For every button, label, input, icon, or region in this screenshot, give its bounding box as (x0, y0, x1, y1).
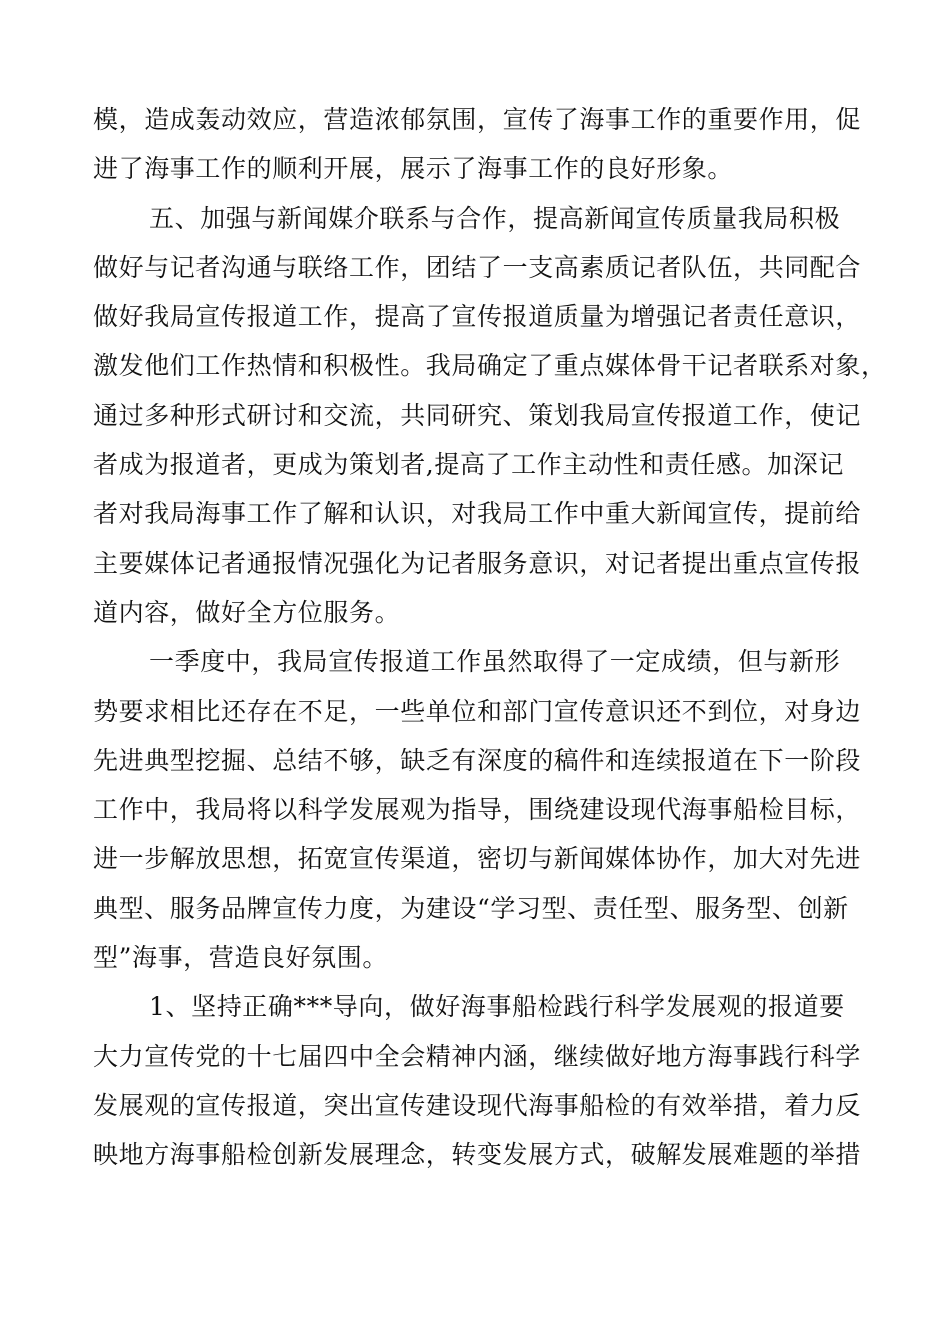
section-five-heading-line: 五、加强与新闻媒介联系与合作，提高新闻宣传质量我局积极 (149, 203, 841, 233)
text-line: 做好与记者沟通与联络工作，团结了一支高素质记者队伍，共同配合 (93, 252, 862, 282)
text-line: 进一步解放思想，拓宽宣传渠道，密切与新闻媒体协作，加大对先进 (93, 844, 862, 874)
text-line: 激发他们工作热情和积极性。我局确定了重点媒体骨干记者联系对象， (93, 351, 887, 381)
body-text (93, 95, 887, 1180)
text-line: 映地方海事船检创新发展理念，转变发展方式，破解发展难题的举措 (93, 1140, 862, 1170)
text-line: 者成为报道者，更成为策划者,提高了工作主动性和责任感。加深记 (93, 450, 844, 480)
text-line: 做好我局宣传报道工作，提高了宣传报道质量为增强记者责任意识， (93, 302, 862, 332)
text-line: 模，造成轰动效应，营造浓郁氛围，宣传了海事工作的重要作用，促 (93, 105, 862, 134)
item-one-heading-line: 1、坚持正确***导向，做好海事船检践行科学发展观的报道要 (149, 992, 845, 1022)
text-line: 型”海事，营造良好氛围。 (93, 943, 388, 973)
text-line: 工作中，我局将以科学发展观为指导，围绕建设现代海事船检目标， (93, 795, 862, 825)
text-line: 先进典型挖掘、总结不够，缺乏有深度的稿件和连续报道在下一阶段 (93, 745, 862, 775)
text-line: 进了海事工作的顺利开展，展示了海事工作的良好形象。 (93, 154, 734, 184)
text-line: 典型、服务品牌宣传力度，为建设“学习型、责任型、服务型、创新 (93, 893, 849, 923)
text-line: 通过多种形式研讨和交流，共同研究、策划我局宣传报道工作，使记 (93, 400, 862, 430)
text-line: 主要媒体记者通报情况强化为记者服务意识，对记者提出重点宣传报 (93, 548, 862, 578)
paragraph-first-line: 一季度中，我局宣传报道工作虽然取得了一定成绩，但与新形 (149, 647, 841, 677)
text-line: 发展观的宣传报道，突出宣传建设现代海事船检的有效举措，着力反 (93, 1090, 862, 1120)
text-line: 势要求相比还存在不足，一些单位和部门宣传意识还不到位，对身边 (93, 696, 862, 726)
text-line: 道内容，做好全方位服务。 (93, 597, 401, 627)
text-line: 大力宣传党的十七届四中全会精神内涵，继续做好地方海事践行科学 (93, 1041, 862, 1071)
text-line: 者对我局海事工作了解和认识，对我局工作中重大新闻宣传，提前给 (93, 499, 862, 529)
